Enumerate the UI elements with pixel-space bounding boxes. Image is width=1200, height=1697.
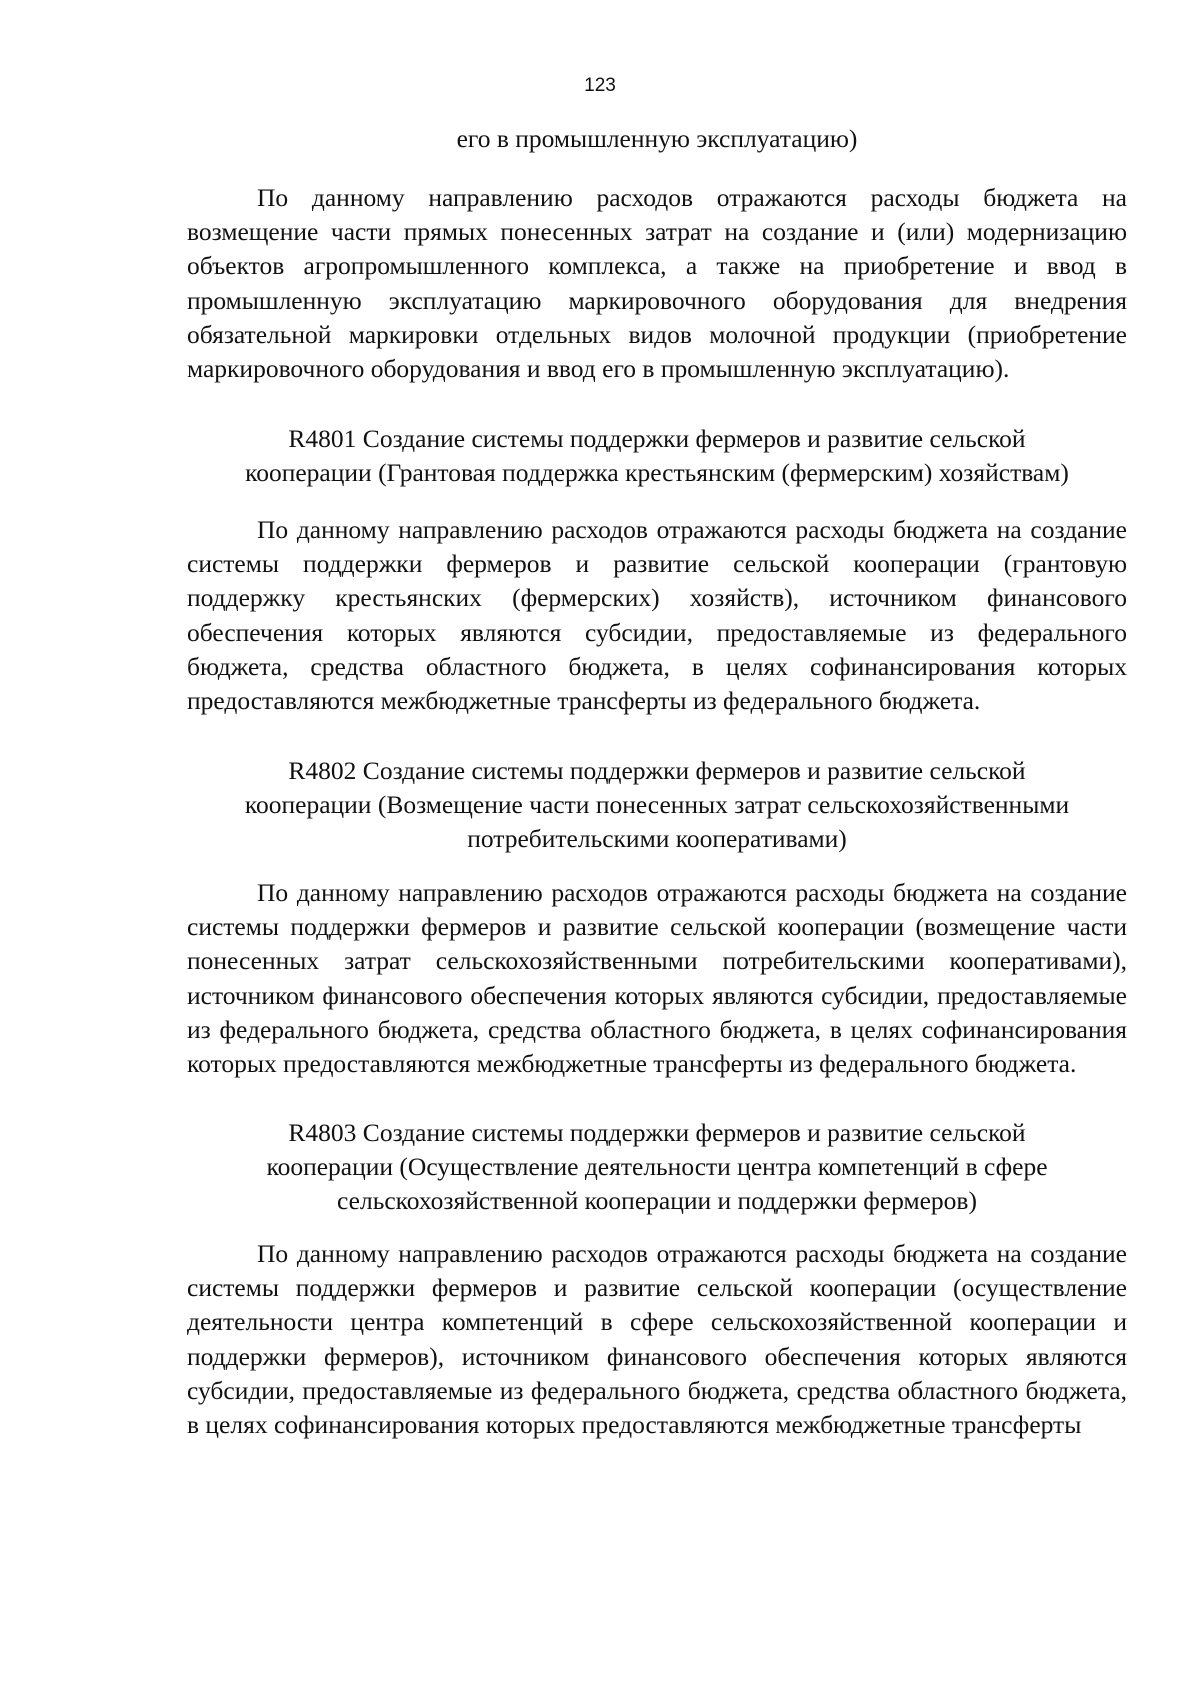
- paragraph-r4802: По данному направлению расходов отражаются расходы бюджета на создание системы поддержки фермеров и развитие сельской кооперации (возмещение части понесенных затрат сельскохозяйственными потребительскими кооперативами), источником финансового обеспечения которых являются субсидии, предоставляемые из федерального бюджета, средства областного бюджета, в целях софинансирования которых предоставляются межбюджетные трансферты из федерального бюджета.: [187, 878, 1127, 1079]
- heading-line: кооперации (Грантовая поддержка крестьянским (фермерским) хозяйствам): [245, 458, 1069, 488]
- heading-line: R4803 Создание системы поддержки фермеров и развитие сельской: [288, 1118, 1026, 1147]
- heading-line: сельскохозяйственной кооперации и поддержки фермеров): [337, 1186, 977, 1216]
- page-number: 123: [584, 75, 616, 96]
- heading-line: потребительскими кооперативами): [467, 824, 847, 854]
- heading-line: кооперации (Возмещение части понесенных затрат сельскохозяйственными: [244, 790, 1070, 820]
- heading-line: кооперации (Осуществление деятельности центра компетенций в сфере: [266, 1152, 1048, 1182]
- paragraph-agro-modernization: По данному направлению расходов отражаются расходы бюджета на возмещение части прямых понесенных затрат на создание и (или) модернизацию объектов агропромышленного комплекса, а также на приобретение и ввод в промышленную эксплуатацию маркировочного оборудования для внедрения обязательной маркировки отдельных видов молочной продукции (приобретение маркировочного оборудования и ввод его в промышленную эксплуатацию).: [187, 183, 1127, 384]
- heading-continuation: [187, 122, 1127, 156]
- heading-r4802: [187, 754, 1127, 857]
- paragraph-r4801: По данному направлению расходов отражаются расходы бюджета на создание системы поддержки фермеров и развитие сельской кооперации (грантовую поддержку крестьянских (фермерских) хозяйств), источником финансового обеспечения которых являются субсидии, предоставляемые из федерального бюджета, средства областного бюджета, в целях софинансирования которых предоставляются межбюджетные трансферты из федерального бюджета.: [187, 515, 1127, 716]
- heading-line: R4801 Создание системы поддержки фермеров и развитие сельской: [288, 424, 1026, 453]
- heading-line: R4802 Создание системы поддержки фермеров и развитие сельской: [288, 756, 1026, 785]
- heading-r4801: [187, 422, 1127, 490]
- paragraph-r4803: По данному направлению расходов отражаются расходы бюджета на создание системы поддержки фермеров и развитие сельской кооперации (осуществление деятельности центра компетенций в сфере сельскохозяйственной кооперации и поддержки фермеров), источником финансового обеспечения которых являются субсидии, предоставляемые из федерального бюджета, средства областного бюджета, в целях софинансирования которых предоставляются межбюджетные трансферты: [187, 1239, 1127, 1440]
- heading-r4803: [187, 1116, 1127, 1219]
- heading-line: его в промышленную эксплуатацию): [456, 124, 858, 153]
